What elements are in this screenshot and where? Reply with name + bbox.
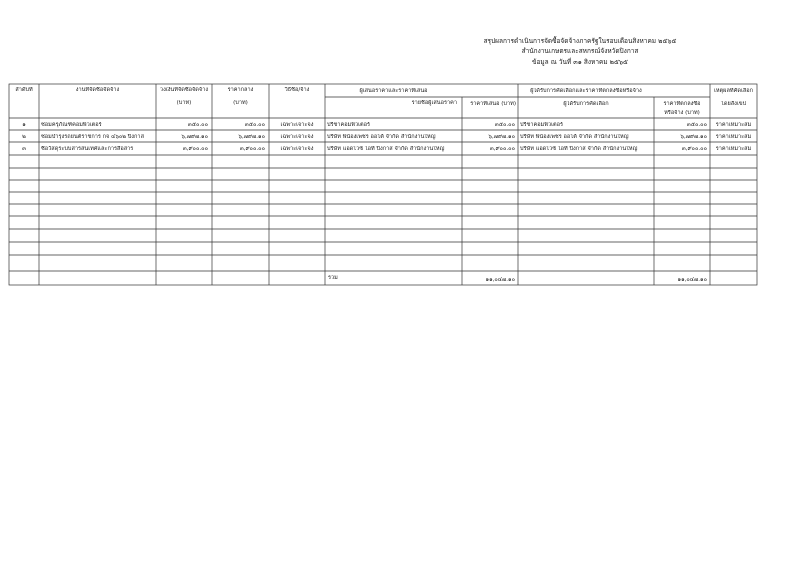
row-bidder: บริษัท แอดไวซ์ ไอที ปิงกาส จำกัด สำนักงานใหญ่ <box>327 146 445 152</box>
col-header-reason: เหตุผลที่คัดเลือก <box>713 88 754 94</box>
row-selected: บริษัท แอดไวซ์ ไอที ปิงกาส จำกัด สำนักงานใหญ่ <box>520 146 638 152</box>
row-median: ๖,๗๙๗.๑๐ <box>238 134 265 140</box>
row-method: เฉพาะเจาะจง <box>280 134 314 140</box>
row-reason: ราคาเหมาะสม <box>715 122 752 128</box>
row-no: ๑ <box>22 122 26 128</box>
total-label: รวม <box>328 275 338 281</box>
data-as-of-date: ข้อมูล ณ วันที่ ๓๑ สิงหาคม ๒๕๖๕ <box>532 58 628 66</box>
col-header-bid-price: ราคาที่เสนอ (บาท) <box>470 101 516 107</box>
col-header-median-unit: (บาท) <box>233 100 248 106</box>
row-budget: ๓๕๐.๐๐ <box>187 122 208 128</box>
col-header-reason-2: โดยสังเขป <box>720 101 747 107</box>
col-header-selected-name: ผู้ได้รับการคัดเลือก <box>563 101 609 107</box>
row-work: ซื้อวัสดุระบบสารสนเทศและการสื่อสาร <box>41 146 134 152</box>
row-median: ๓,๙๐๐.๐๐ <box>239 146 265 152</box>
row-reason: ราคาเหมาะสม <box>715 134 752 140</box>
row-method: เฉพาะเจาะจง <box>280 146 314 152</box>
row-bid-price: ๓,๙๐๐.๐๐ <box>489 146 515 152</box>
col-header-no: ลำดับที่ <box>15 87 33 93</box>
col-header-bidder-name: รายชื่อผู้เสนอราคา <box>411 100 457 106</box>
col-header-method: วิธีซื้อ/จ้าง <box>284 87 310 93</box>
row-work: ซ่อมบำรุงรถยนต์ราชการ กจ ๔๖๐๒ ปิงกาส <box>41 134 144 140</box>
row-work: ซ่อมครุภัณฑ์คอมพิวเตอร์ <box>41 122 102 128</box>
col-header-budget-unit: (บาท) <box>176 100 192 106</box>
report-title: สรุปผลการดำเนินการจัดซื้อจัดจ้างภาครัฐในรอบเดือนสิงหาคม ๒๕๖๕ <box>483 37 677 45</box>
col-header-bidders-group: ผู้เสนอราคาและราคาที่เสนอ <box>359 88 428 94</box>
row-bid-price: ๓๕๐.๐๐ <box>494 122 515 128</box>
row-agreed: ๓๕๐.๐๐ <box>686 122 707 128</box>
row-reason: ราคาเหมาะสม <box>715 146 752 152</box>
row-method: เฉพาะเจาะจง <box>280 122 314 128</box>
col-header-agreed-price-2: หรือจ้าง (บาท) <box>664 110 700 116</box>
row-median: ๓๕๐.๐๐ <box>244 122 265 128</box>
row-bidder: ปรีชาคอมพิวเตอร์ <box>327 122 371 128</box>
row-budget: ๖,๗๙๗.๑๐ <box>181 134 208 140</box>
row-agreed: ๓,๙๐๐.๐๐ <box>681 146 707 152</box>
row-no: ๒ <box>22 134 26 140</box>
row-bidder: บริษัท พี่น้องเพชร ออโต้ จำกัด สำนักงานใหญ่ <box>327 134 436 140</box>
row-bid-price: ๖,๗๙๗.๑๐ <box>488 134 515 140</box>
total-bid-price: ๑๑,๐๔๗.๑๐ <box>485 277 515 283</box>
col-header-selected-group: ผู้ได้รับการคัดเลือกและราคาที่ตกลงซื้อหรือจ้าง <box>530 88 642 94</box>
col-header-agreed-price: ราคาที่ตกลงซื้อ <box>663 101 701 107</box>
col-header-budget: วงเงินที่จัดซื้อจัดจ้าง <box>159 87 209 93</box>
total-agreed-price: ๑๑,๐๔๗.๑๐ <box>677 277 707 283</box>
row-selected: ปรีชาคอมพิวเตอร์ <box>520 122 564 128</box>
row-agreed: ๖,๗๙๗.๑๐ <box>680 134 707 140</box>
col-header-median: ราคากลาง <box>227 87 254 93</box>
col-header-work: งานที่จัดซื้อจัดจ้าง <box>75 87 120 93</box>
office-name: สำนักงานเกษตรและสหกรณ์จังหวัดปิงกาส <box>521 47 639 55</box>
row-no: ๓ <box>22 146 26 152</box>
row-selected: บริษัท พี่น้องเพชร ออโต้ จำกัด สำนักงานใหญ่ <box>520 134 629 140</box>
row-budget: ๓,๙๐๐.๐๐ <box>182 146 208 152</box>
